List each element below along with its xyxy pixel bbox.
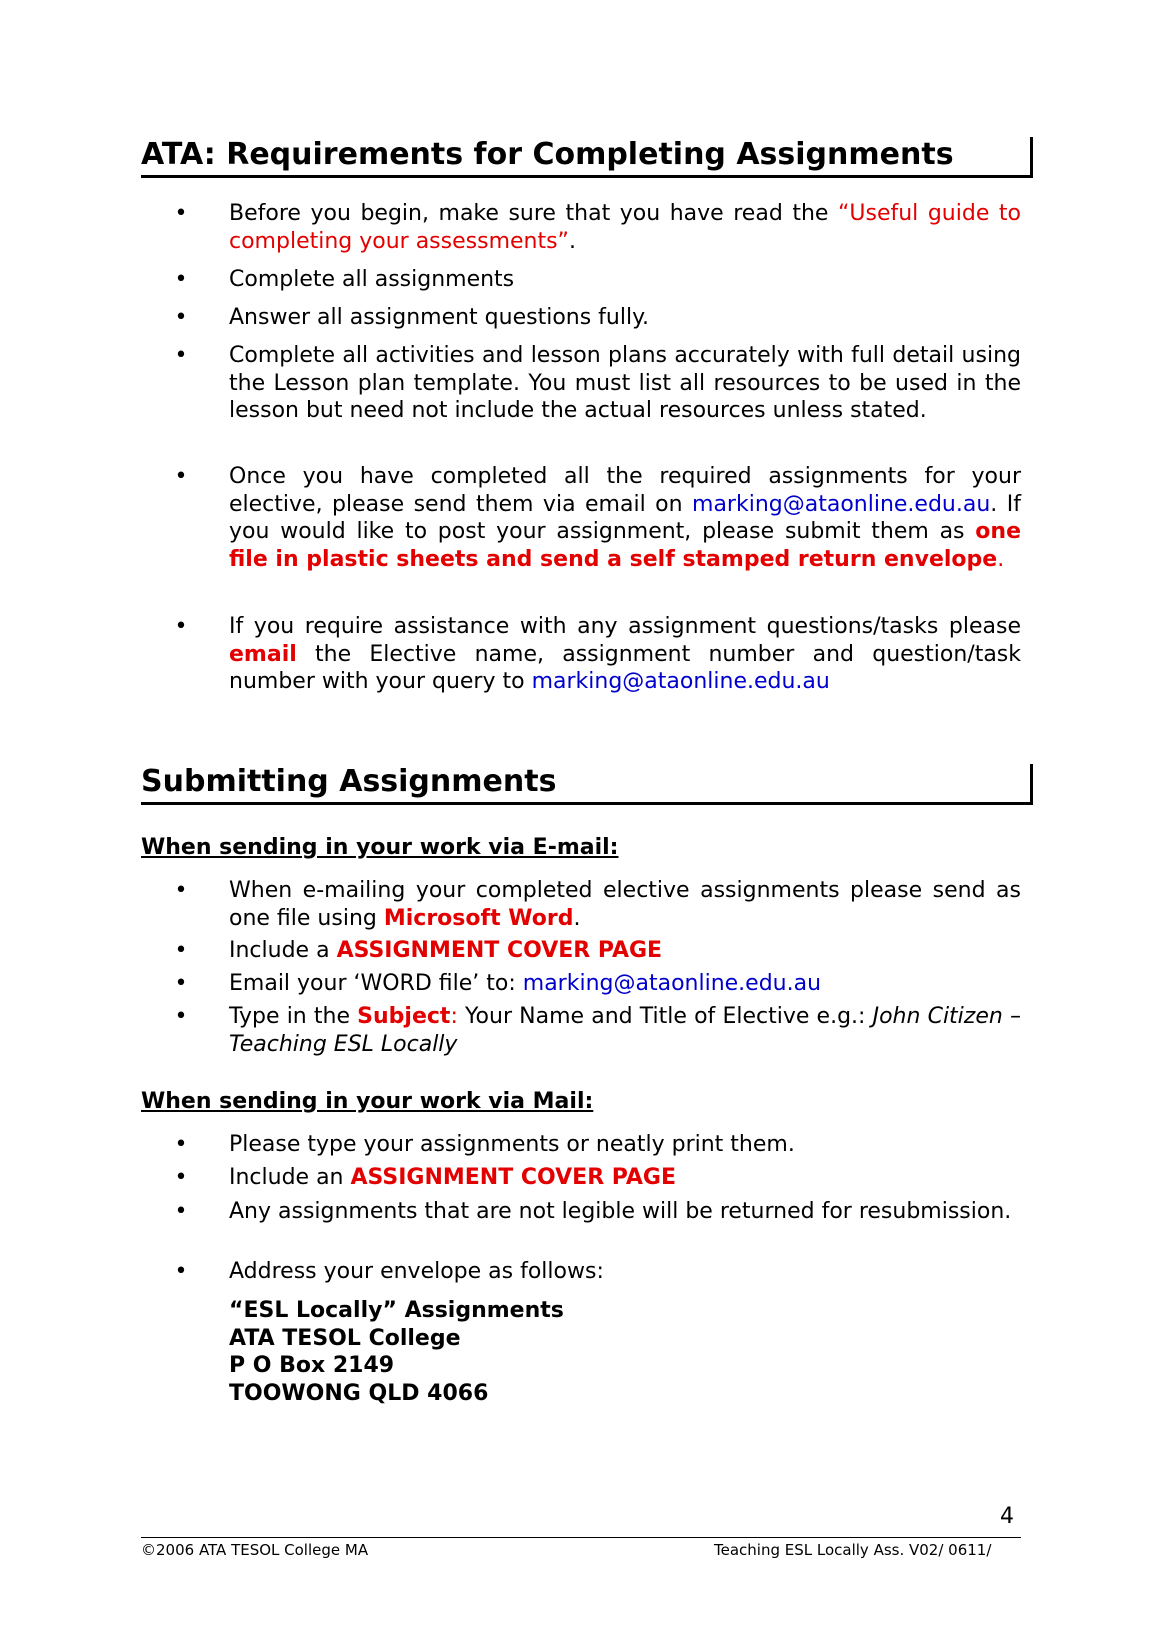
bullet-icon: • (174, 614, 188, 639)
emphasis-text: one file in plastic sheets and send a self stamped return envelope (229, 519, 1021, 572)
mailing-address (229, 1297, 564, 1407)
marking-email-link[interactable]: marking@ataonline.edu.au (531, 669, 830, 694)
address-line: P O Box 2149 (229, 1353, 395, 1378)
footer-divider (141, 1537, 1021, 1538)
footer-document-id: Teaching ESL Locally Ass. V02/ 0611/ (714, 1541, 992, 1559)
bullet-icon: • (174, 1199, 188, 1224)
emphasis-text: Subject (357, 1004, 451, 1029)
footer-copyright: ©2006 ATA TESOL College MA (141, 1541, 369, 1559)
marking-email-link[interactable]: marking@ataonline.edu.au (522, 971, 822, 996)
address-line: TOOWONG QLD 4066 (229, 1380, 489, 1406)
emphasis-text: email (229, 641, 297, 667)
item-text: Address your envelope as follows: (229, 1259, 604, 1284)
item-text: Answer all assignment questions fully. (229, 305, 649, 330)
emphasis-text: ASSIGNMENT COVER PAGE (336, 938, 663, 963)
submitting-heading: Submitting Assignments (141, 764, 1033, 805)
address-line: “ESL Locally” Assignments (229, 1298, 564, 1323)
useful-guide-link[interactable]: “Useful guide to completing your assessments” (229, 201, 1022, 254)
item-text: Include an ASSIGNMENT COVER PAGE (229, 1165, 677, 1190)
item-text: Any assignments that are not legible will be returned for resubmission. (229, 1199, 1012, 1224)
emphasis-text: Microsoft Word (383, 905, 574, 931)
address-line: ATA TESOL College (229, 1325, 461, 1351)
bullet-icon: • (174, 201, 188, 226)
bullet-icon: • (174, 343, 188, 368)
bullet-icon: • (174, 938, 188, 963)
bullet-icon: • (174, 1004, 188, 1029)
bullet-icon: • (174, 878, 188, 903)
item-text: Please type your assignments or neatly print them. (229, 1132, 795, 1157)
bullet-icon: • (174, 971, 188, 996)
bullet-icon: • (174, 305, 188, 330)
item-text: Email your ‘WORD file’ to: marking@ataonline.edu.au (229, 971, 822, 996)
item-text: Include a ASSIGNMENT COVER PAGE (229, 938, 663, 963)
item-text: Complete all assignments (229, 267, 515, 292)
mail-subheading: When sending in your work via Mail: (141, 1089, 594, 1114)
emphasis-text: ASSIGNMENT COVER PAGE (350, 1165, 677, 1190)
email-subheading: When sending in your work via E-mail: (141, 835, 619, 860)
item-text: Before you begin, make sure that you have read the “Useful guide to completing your assessments”. (229, 201, 1022, 254)
bullet-icon: • (174, 1165, 188, 1190)
page-number: 4 (1000, 1504, 1014, 1529)
bullet-icon: • (174, 1132, 188, 1157)
item-text: Type in the Subject: Your Name and Title of Elective e.g.: John Citizen – Teaching ESL Locally (229, 1004, 1021, 1057)
item-text: Complete all activities and lesson plans accurately with full detail using the Lesson plan template. You must list all resources to be used in the lesson but need not include the actual resources unless stated. (229, 343, 1021, 423)
item-text: Once you have completed all the required assignments for your elective, please send them via email on marking@ataonline.edu.au. If you would like to post your assignment, please submit them as one file in plastic sheets and send a self stamped return envelope. (229, 464, 1021, 572)
bullet-icon: • (174, 1259, 188, 1284)
item-text: When e-mailing your completed elective assignments please send as one file using Microsoft Word. (229, 878, 1021, 931)
bullet-icon: • (174, 267, 188, 292)
requirements-heading: ATA: Requirements for Completing Assignments (141, 137, 1033, 178)
bullet-icon: • (174, 464, 188, 489)
marking-email-link[interactable]: marking@ataonline.edu.au (692, 491, 991, 517)
item-text: If you require assistance with any assignment questions/tasks please email the Elective name, assignment number and question/task number with your query to marking@ataonline.edu.au (229, 614, 1021, 694)
